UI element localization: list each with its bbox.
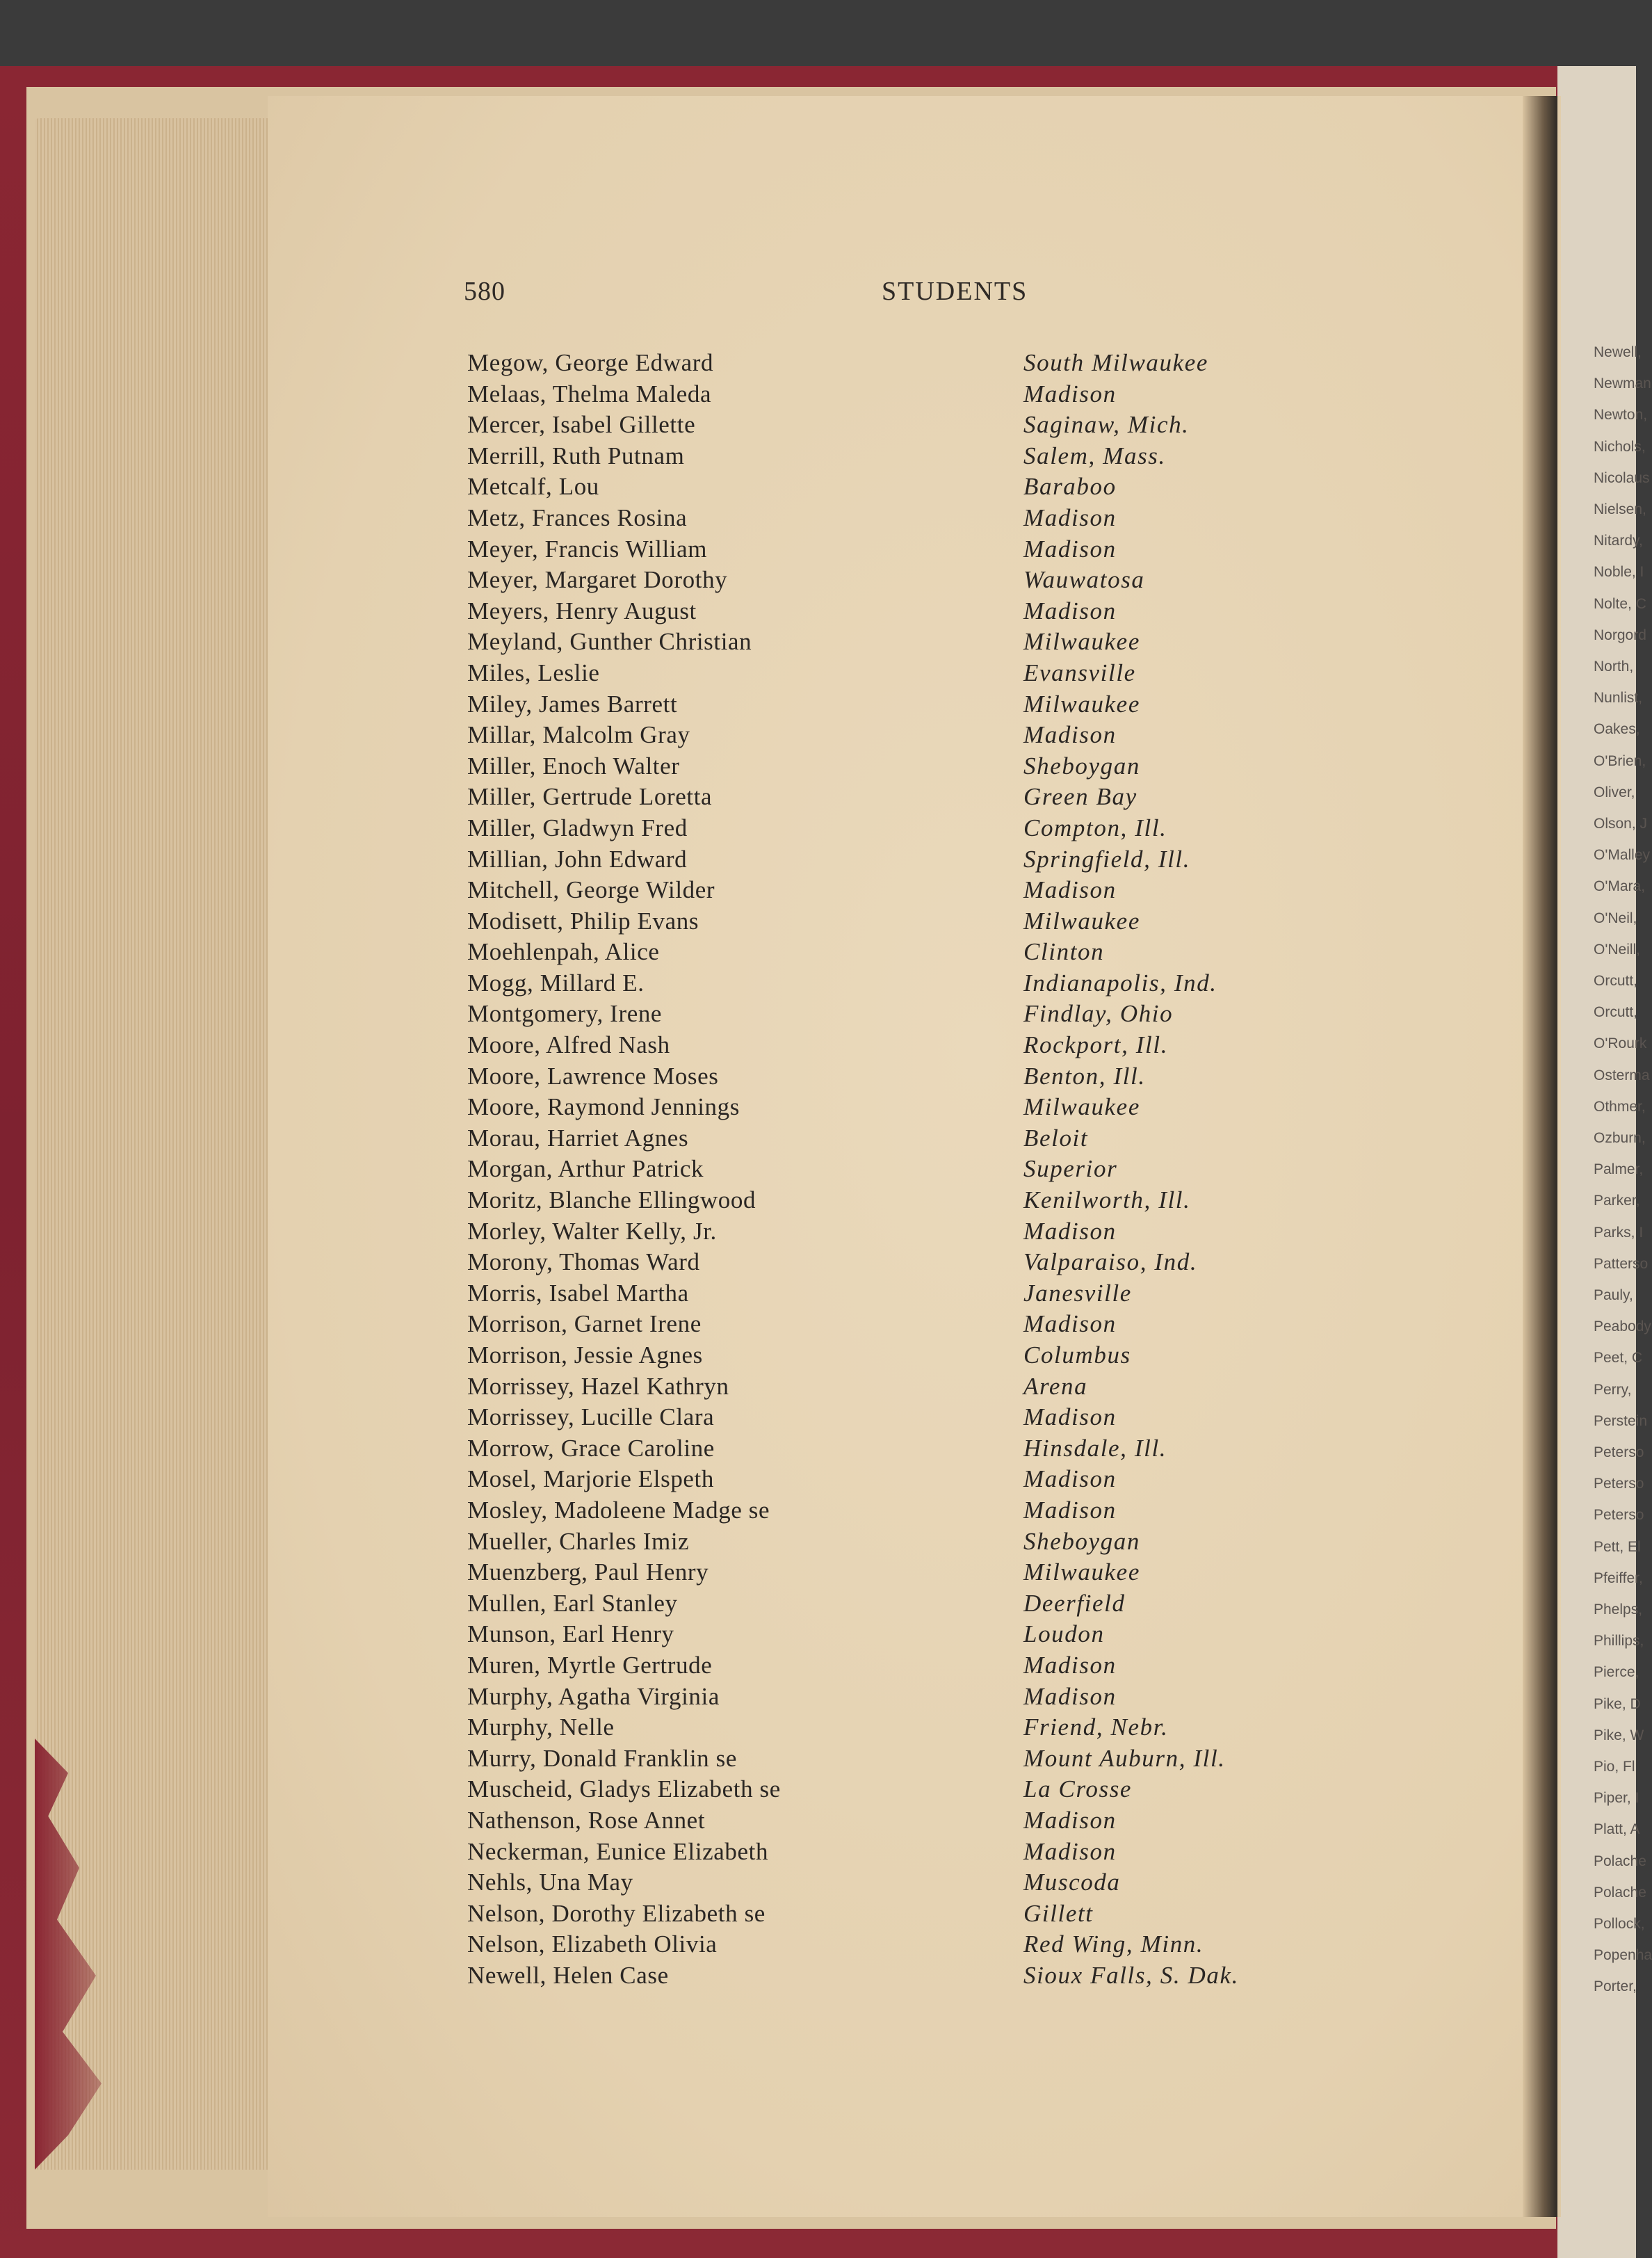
student-name: Miles, Leslie [467,659,600,686]
facing-page-line: Piper, I [1594,1790,1639,1807]
student-entry [467,906,1552,937]
facing-page-line: Othmer, [1594,1098,1646,1115]
student-name: Morley, Walter Kelly, Jr. [467,1217,717,1245]
facing-page-line: Pauly, [1594,1287,1633,1303]
student-name: Mitchell, George Wilder [467,876,715,904]
facing-page-line: Oakes, [1594,721,1640,738]
student-hometown: La Crosse [1023,1775,1133,1803]
facing-page-line: O'Brien, [1594,752,1646,769]
facing-page-line: Polache [1594,1853,1646,1869]
student-entry [467,1837,1552,1868]
facing-page-line: Popenha [1594,1947,1652,1964]
student-name: Morrissey, Hazel Kathryn [467,1372,729,1400]
student-name: Nelson, Elizabeth Olivia [467,1930,718,1958]
facing-page-line: Peabody [1594,1318,1651,1335]
student-hometown: Clinton [1023,938,1105,966]
student-hometown: Milwaukee [1023,628,1140,656]
student-entry [467,1340,1552,1371]
student-name: Miller, Enoch Walter [467,752,680,780]
student-entry [467,1743,1552,1775]
student-name: Modisett, Philip Evans [467,907,699,935]
facing-page-line: Pike, D [1594,1695,1641,1712]
student-entry [467,937,1552,968]
facing-page-line: O'Neill, [1594,941,1641,958]
facing-page-line: Nielsen, [1594,501,1646,517]
student-name: Mueller, Charles Imiz [467,1527,690,1555]
facing-page-line: Olson, J [1594,816,1648,832]
student-entry [467,1123,1552,1154]
student-name: Megow, George Edward [467,349,714,376]
student-hometown: Mount Auburn, Ill. [1023,1744,1226,1772]
student-name: Morgan, Arthur Patrick [467,1155,704,1183]
student-name: Muenzberg, Paul Henry [467,1558,709,1586]
student-list [467,348,1552,1991]
student-hometown: Milwaukee [1023,690,1140,718]
student-entry [467,1526,1552,1558]
student-name: Morrison, Garnet Irene [467,1310,702,1338]
student-name: Meyer, Francis William [467,535,708,563]
facing-page-line: North, [1594,659,1634,675]
student-hometown: Madison [1023,876,1117,904]
facing-page-line: Peet, C [1594,1350,1643,1366]
page-number: 580 [464,277,505,306]
student-hometown: Red Wing, Minn. [1023,1930,1204,1958]
student-hometown: Wauwatosa [1023,566,1145,594]
student-hometown: Sioux Falls, S. Dak. [1023,1961,1240,1989]
student-hometown: Sheboygan [1023,752,1140,780]
student-entry [467,1433,1552,1465]
student-entry [467,1216,1552,1248]
student-hometown: Milwaukee [1023,1558,1140,1586]
student-entry [467,1371,1552,1403]
student-hometown: Kenilworth, Ill. [1023,1186,1191,1214]
student-name: Murphy, Nelle [467,1713,615,1741]
student-hometown: Madison [1023,721,1117,749]
student-entry [467,1867,1552,1898]
student-hometown: Madison [1023,1217,1117,1245]
student-hometown: Findlay, Ohio [1023,1000,1174,1028]
facing-page-line: Perstein [1594,1412,1648,1429]
student-hometown: Madison [1023,503,1117,531]
student-name: Mullen, Earl Stanley [467,1589,678,1617]
student-entry [467,689,1552,720]
student-hometown: Milwaukee [1023,907,1140,935]
student-name: Mogg, Millard E. [467,969,645,997]
facing-page-line: Platt, A [1594,1821,1640,1838]
student-entry [467,1309,1552,1340]
student-name: Murry, Donald Franklin se [467,1744,737,1772]
student-name: Morony, Thomas Ward [467,1248,700,1276]
student-entry [467,1960,1552,1992]
student-entry [467,999,1552,1030]
student-hometown: Deerfield [1023,1589,1126,1617]
student-entry [467,813,1552,844]
student-name: Murphy, Agatha Virginia [467,1682,720,1710]
student-hometown: Madison [1023,535,1117,563]
student-name: Metz, Frances Rosina [467,503,688,531]
student-hometown: Springfield, Ill. [1023,845,1191,873]
student-hometown: Madison [1023,1651,1117,1679]
student-hometown: Indianapolis, Ind. [1023,969,1217,997]
facing-page-line: Ozburn, [1594,1130,1646,1146]
student-name: Muren, Myrtle Gertrude [467,1651,713,1679]
facing-page-line: Peterso [1594,1444,1644,1460]
facing-page-line: Orcutt, [1594,1004,1638,1021]
student-entry [467,410,1552,441]
facing-page-line: Phelps, [1594,1602,1643,1618]
student-entry [467,1898,1552,1930]
student-entry [467,1495,1552,1526]
student-entry [467,1619,1552,1650]
facing-page-line: O'Neil, [1594,910,1637,926]
facing-page-line: Palmer, [1594,1161,1644,1178]
facing-page-line: Pfeiffer, [1594,1570,1643,1586]
student-entry [467,565,1552,596]
facing-page-line: Peterso [1594,1476,1644,1492]
student-hometown: Saginaw, Mich. [1023,411,1190,439]
student-entry [467,348,1552,379]
facing-page-line: Polache [1594,1884,1646,1901]
student-hometown: Benton, Ill. [1023,1062,1146,1090]
student-hometown: Loudon [1023,1620,1105,1648]
student-hometown: Madison [1023,1806,1117,1834]
student-name: Melaas, Thelma Maleda [467,380,712,408]
student-hometown: Madison [1023,1465,1117,1493]
student-entry [467,441,1552,472]
facing-page-line: Patterso [1594,1255,1649,1272]
student-entry [467,1278,1552,1309]
student-entry [467,1774,1552,1805]
student-entry [467,1588,1552,1620]
facing-page-line: O'Malley [1594,847,1651,864]
facing-page-line: Pierce, [1594,1664,1639,1681]
student-entry [467,1929,1552,1960]
student-entry [467,379,1552,410]
student-entry [467,1805,1552,1837]
student-hometown: Superior [1023,1155,1118,1183]
student-hometown: Janesville [1023,1279,1132,1307]
facing-page-line: Pike, W [1594,1727,1644,1743]
student-hometown: Muscoda [1023,1869,1121,1896]
student-hometown: Sheboygan [1023,1527,1140,1555]
student-hometown: Hinsdale, Ill. [1023,1434,1167,1462]
student-name: Morrison, Jessie Agnes [467,1341,703,1369]
student-name: Moore, Raymond Jennings [467,1093,740,1121]
student-entry [467,1061,1552,1092]
student-name: Morau, Harriet Agnes [467,1124,689,1152]
student-entry [467,844,1552,876]
facing-page-line: Porter, [1594,1978,1637,1995]
student-hometown: Madison [1023,1682,1117,1710]
student-hometown: Madison [1023,597,1117,624]
student-entry [467,1682,1552,1713]
student-entry [467,751,1552,782]
student-hometown: Madison [1023,1837,1117,1865]
student-name: Montgomery, Irene [467,1000,663,1028]
facing-page-line: Orcutt, [1594,973,1638,989]
facing-page-line: Newell, [1594,344,1642,360]
facing-page-line: O'Rourk [1594,1035,1647,1052]
student-entry [467,1185,1552,1216]
student-entry [467,720,1552,751]
facing-page-line: Noble, I [1594,564,1644,581]
student-entry [467,503,1552,534]
facing-page-line: Nichols, [1594,438,1646,455]
student-hometown: Salem, Mass. [1023,442,1166,469]
student-name: Nathenson, Rose Annet [467,1806,706,1834]
facing-page-line: Perry, [1594,1381,1632,1398]
running-head: STUDENTS [882,277,1028,306]
student-name: Munson, Earl Henry [467,1620,674,1648]
student-hometown: Milwaukee [1023,1093,1140,1121]
student-name: Mercer, Isabel Gillette [467,411,696,439]
facing-page-line: Newman [1594,376,1651,392]
student-entry [467,1247,1552,1278]
student-hometown: Columbus [1023,1341,1131,1369]
student-name: Muscheid, Gladys Elizabeth se [467,1775,781,1803]
student-entry [467,968,1552,999]
student-name: Merrill, Ruth Putnam [467,442,685,469]
student-entry [467,1557,1552,1588]
student-entry [467,875,1552,906]
student-name: Morrow, Grace Caroline [467,1434,715,1462]
student-hometown: South Milwaukee [1023,349,1209,376]
student-name: Meyland, Gunther Christian [467,628,752,656]
student-name: Mosley, Madoleene Madge se [467,1496,770,1524]
student-hometown: Madison [1023,1310,1117,1338]
student-hometown: Baraboo [1023,473,1117,501]
student-name: Mosel, Marjorie Elspeth [467,1465,714,1493]
student-entry [467,658,1552,689]
student-name: Metcalf, Lou [467,473,599,501]
student-entry [467,1030,1552,1061]
student-hometown: Arena [1023,1372,1088,1400]
facing-page-line: Pollock, [1594,1916,1645,1932]
student-entry [467,1154,1552,1185]
student-name: Moehlenpah, Alice [467,938,660,966]
student-hometown: Madison [1023,1403,1117,1431]
student-entry [467,471,1552,503]
student-name: Miley, James Barrett [467,690,678,718]
student-hometown: Gillett [1023,1899,1094,1927]
student-hometown: Compton, Ill. [1023,814,1167,841]
facing-page-line: Peterso [1594,1507,1644,1524]
student-name: Morris, Isabel Martha [467,1279,689,1307]
student-hometown: Friend, Nebr. [1023,1713,1169,1741]
student-hometown: Madison [1023,380,1117,408]
student-entry [467,1712,1552,1743]
student-name: Morrissey, Lucille Clara [467,1403,715,1431]
student-name: Neckerman, Eunice Elizabeth [467,1837,769,1865]
facing-page-line: Nunlist, [1594,690,1643,707]
facing-page-line: Newton, [1594,407,1648,424]
student-entry [467,627,1552,658]
student-entry [467,1464,1552,1495]
student-entry [467,596,1552,627]
student-entry [467,1092,1552,1123]
student-name: Nehls, Una May [467,1869,633,1896]
facing-page-line: Oliver, [1594,784,1635,800]
facing-page-line: Parker, [1594,1193,1640,1209]
facing-page-line: Pett, El [1594,1538,1641,1555]
student-hometown: Rockport, Ill. [1023,1031,1169,1059]
student-hometown: Madison [1023,1496,1117,1524]
student-entry [467,1650,1552,1682]
facing-page-line: Norgord [1594,627,1646,643]
student-name: Moore, Lawrence Moses [467,1062,719,1090]
student-name: Millar, Malcolm Gray [467,721,690,749]
student-name: Millian, John Edward [467,845,688,873]
facing-page-line: Nicolaus [1594,469,1650,486]
student-hometown: Valparaiso, Ind. [1023,1248,1198,1276]
student-entry [467,534,1552,565]
facing-page-line: Pio, Fl [1594,1759,1635,1775]
facing-page-line: Osterma [1594,1067,1650,1083]
student-hometown: Green Bay [1023,783,1137,811]
facing-page-line: Phillips, [1594,1633,1644,1650]
facing-page-line: Parks, I [1594,1224,1644,1241]
facing-page-line: O'Mara, [1594,878,1646,895]
student-name: Nelson, Dorothy Elizabeth se [467,1899,766,1927]
student-name: Moritz, Blanche Ellingwood [467,1186,756,1214]
student-name: Meyer, Margaret Dorothy [467,566,728,594]
student-name: Miller, Gladwyn Fred [467,814,688,841]
student-name: Meyers, Henry August [467,597,697,624]
student-name: Miller, Gertrude Loretta [467,783,713,811]
student-name: Moore, Alfred Nash [467,1031,670,1059]
student-entry [467,1402,1552,1433]
facing-page-line: Nolte, C [1594,595,1646,612]
student-entry [467,782,1552,813]
student-hometown: Evansville [1023,659,1136,686]
facing-page-line: Nitardy, [1594,533,1643,549]
student-hometown: Beloit [1023,1124,1089,1152]
student-name: Newell, Helen Case [467,1961,669,1989]
